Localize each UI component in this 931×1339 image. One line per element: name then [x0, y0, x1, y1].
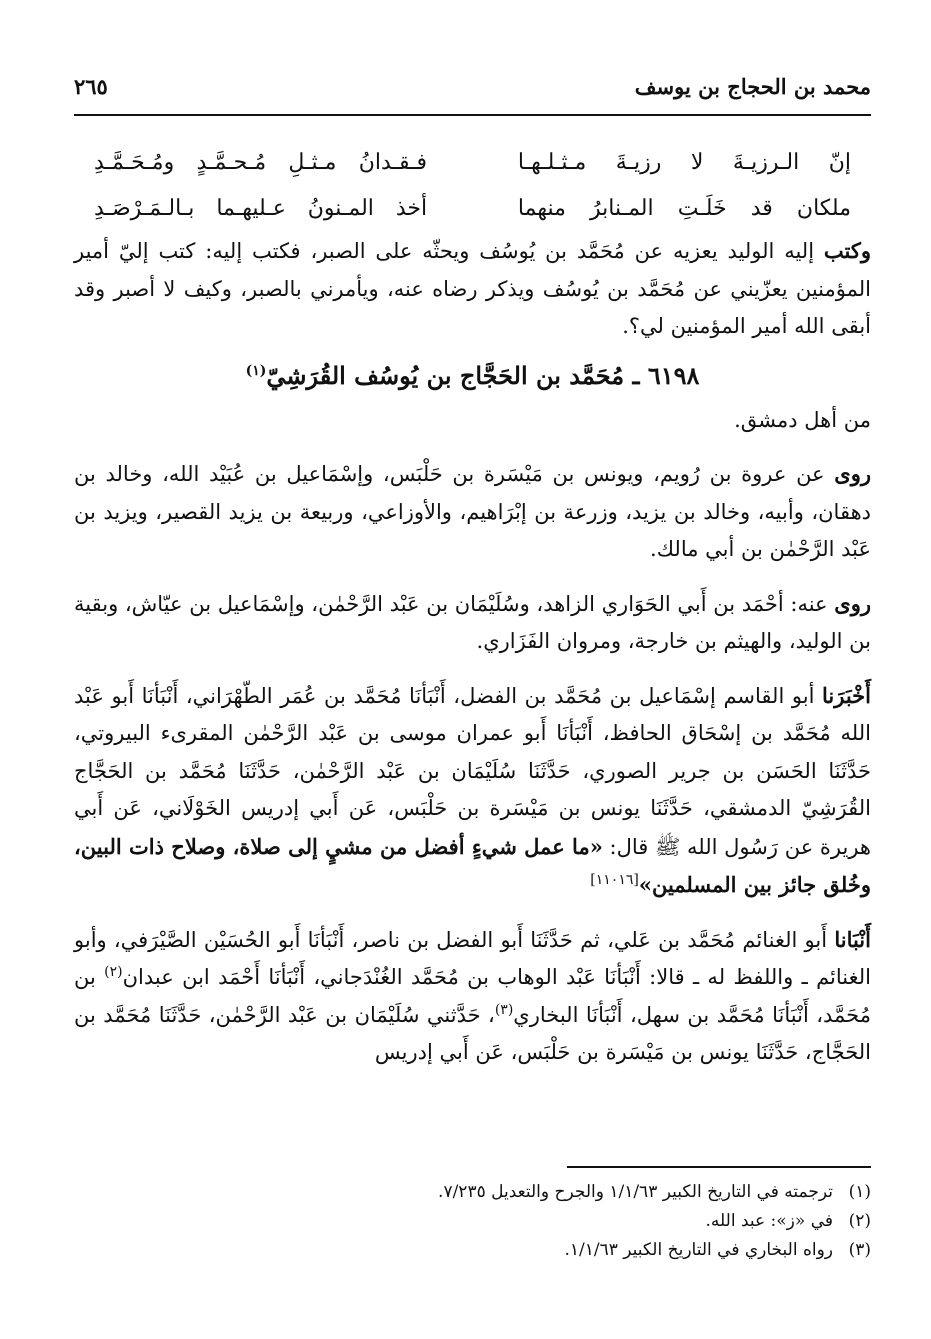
paragraph-text: أَبو الغنائم مُحَمَّد بن عَلي، ثم حَدَّثَنَا أَبو الفضل بن ناصر، أَنْبَأنَا أَبو الحُسَيْن الصَّيْرَفي، وأبو الغنائم ـ واللفظ له ـ قالا: أَنْبَأنَا عَبْد الوهاب بن مُحَمَّد الغُنْدَجاني، أَنْبَأنَا أَحْمَد ابن عبدان: [74, 927, 871, 989]
poem-verse: [94, 186, 851, 232]
hadith-quote: «ما عمل شيءٍ أفضل من مشيٍ إلى صلاة، وصلاح ذات البين، وخُلق جائز بين المسلمين»: [74, 833, 871, 897]
footnote-ref: (٣): [494, 1001, 514, 1018]
verse-first-hemistich: ملكان قد خَلَـتِ المـنابرُ منهما: [517, 196, 851, 221]
poem: [74, 140, 871, 232]
paragraph-narrators: [74, 585, 871, 661]
footnote: [74, 1178, 871, 1207]
paragraph-lead: أَخْبَرَنا: [822, 682, 871, 708]
page-body: [74, 140, 871, 1072]
footnote-text: في «ز»: عبد الله.: [705, 1211, 833, 1231]
footnote-text: ترجمته في التاريخ الكبير ١/١/٦٣ والجرح والتعديل ٧/٢٣٥.: [438, 1182, 833, 1202]
footnote-number: (١): [848, 1182, 871, 1202]
paragraph-text: عنه: أحْمَد بن أَبي الحَوَاري الزاهد، وسُلَيْمَان بن عَبْد الرَّحْمٰن، وإسْمَاعيل بن عيّاش، وبقية بن الوليد، والهيثم بن خارجة، ومروان الفَزَاري.: [74, 591, 871, 653]
paragraph-lead: روى: [834, 461, 871, 486]
paragraph-lead: أَنْبَانا: [834, 926, 871, 952]
footnote-number: (٣): [848, 1240, 871, 1260]
paragraph-text: إليه الوليد يعزيه عن مُحَمَّد بن يُوسُف ويحثّه على الصبر، فكتب إليه: كتب إليّ أمير المؤمنين يعزّيني عن مُحَمَّد بن يُوسُف ويذكر رضاه عنه، ويأمرني بالصبر، وكيف لا أصبر وقد أبقى الله أمير المؤمنين لي؟.: [74, 239, 871, 338]
footnote-divider: [567, 1166, 871, 1168]
page-number: ٢٦٥: [74, 74, 108, 99]
footnote-ref: (١): [245, 362, 267, 379]
paragraph-lead: وكتب: [823, 238, 871, 263]
paragraph-text: ، حَدَّثني سُلَيْمَان بن عَبْد الرَّحْمٰن، حَدَّثَنَا مُحَمَّد بن الحَجَّاج، حَدَّثَنَا يونس بن مَيْسَرة بن حَلْبَس، عَن أَبي إدريس: [74, 1002, 871, 1064]
footnotes: [74, 1178, 871, 1265]
footnote: [74, 1236, 871, 1265]
hadith-number: [١١٠١٦]: [590, 872, 639, 888]
poem-verse: [94, 140, 851, 186]
verse-first-hemistich: إنّ الـرزيـةَ لا رزيـةَ مـثـلـهـا: [517, 150, 851, 175]
running-title: محمد بن الحجاج بن يوسف: [634, 74, 871, 99]
paragraph-text: أبو القاسم إسْمَاعيل بن مُحَمَّد بن الفضل، أَنْبَأنَا مُحَمَّد بن عُمَر الطّهْرَاني، أَنْبَأنَا أَبو عَبْد الله مُحَمَّد بن إسْحَاق الحافظ، أَنْبَأنَا أَبو عمران موسى بن عَبْد الرَّحْمٰن المقرىء البيروتي، حَدَّثَنَا الحَسَن بن جرير الصوري، حَدَّثَنَا سُلَيْمَان بن عَبْد الرَّحْمٰن، حَدَّثَنَا مُحَمَّد بن الحَجَّاج القُرَشِيّ الدمشقي، حَدَّثَنَا يونس بن مَيْسَرة بن حَلْبَس، عَن أَبي إدريس الخَوْلَاني، عَن أَبي هريرة عن رَسُول الله ﷺ قال:: [74, 683, 872, 859]
paragraph-text: بن مُحَمَّد، أَنْبَأنَا مُحَمَّد بن سهل، أَنْبَأنَا البخاري: [74, 965, 871, 1027]
entry-heading: [74, 356, 871, 396]
paragraph-second-chain: [74, 921, 871, 1072]
footnote-number: (٢): [848, 1211, 871, 1231]
entry-title: ٦١٩٨ ـ مُحَمَّد بن الحَجَّاج بن يُوسُف القُرَشِيّ: [266, 360, 700, 390]
paragraph-text: عن عروة بن رُويم، ويونس بن مَيْسَرة بن حَلْبَس، وإسْمَاعيل بن عُبَيْد الله، وخالد بن دهقان، وأبيه، وخالد بن يزيد، وزرعة بن إبْرَاهيم، والأوزاعي، وربيعة بن يزيد القصير، ويزيد بن عَبْد الرَّحْمٰن بن أبي مالك.: [74, 462, 871, 561]
verse-second-hemistich: فـقـدانُ مـثـلِ مُـحـمَّـدٍ ومُـحَـمَّـدِ: [94, 150, 428, 175]
footnote-ref: (٢): [104, 964, 123, 980]
entry-origin: من أهل دمشق.: [734, 407, 871, 432]
paragraph-narrated-from: [74, 455, 871, 569]
paragraph-lead: روى: [834, 590, 871, 616]
paragraph-hadith-chain: [74, 677, 871, 905]
paragraph-letter: [74, 232, 871, 346]
verse-second-hemistich: أخذ المـنونُ عـليهـما بـالـمَـرْصَـدِ: [94, 196, 428, 221]
footnote: [74, 1207, 871, 1236]
running-header: [74, 74, 871, 116]
footnote-text: رواه البخاري في التاريخ الكبير ١/١/٦٣.: [564, 1240, 833, 1260]
